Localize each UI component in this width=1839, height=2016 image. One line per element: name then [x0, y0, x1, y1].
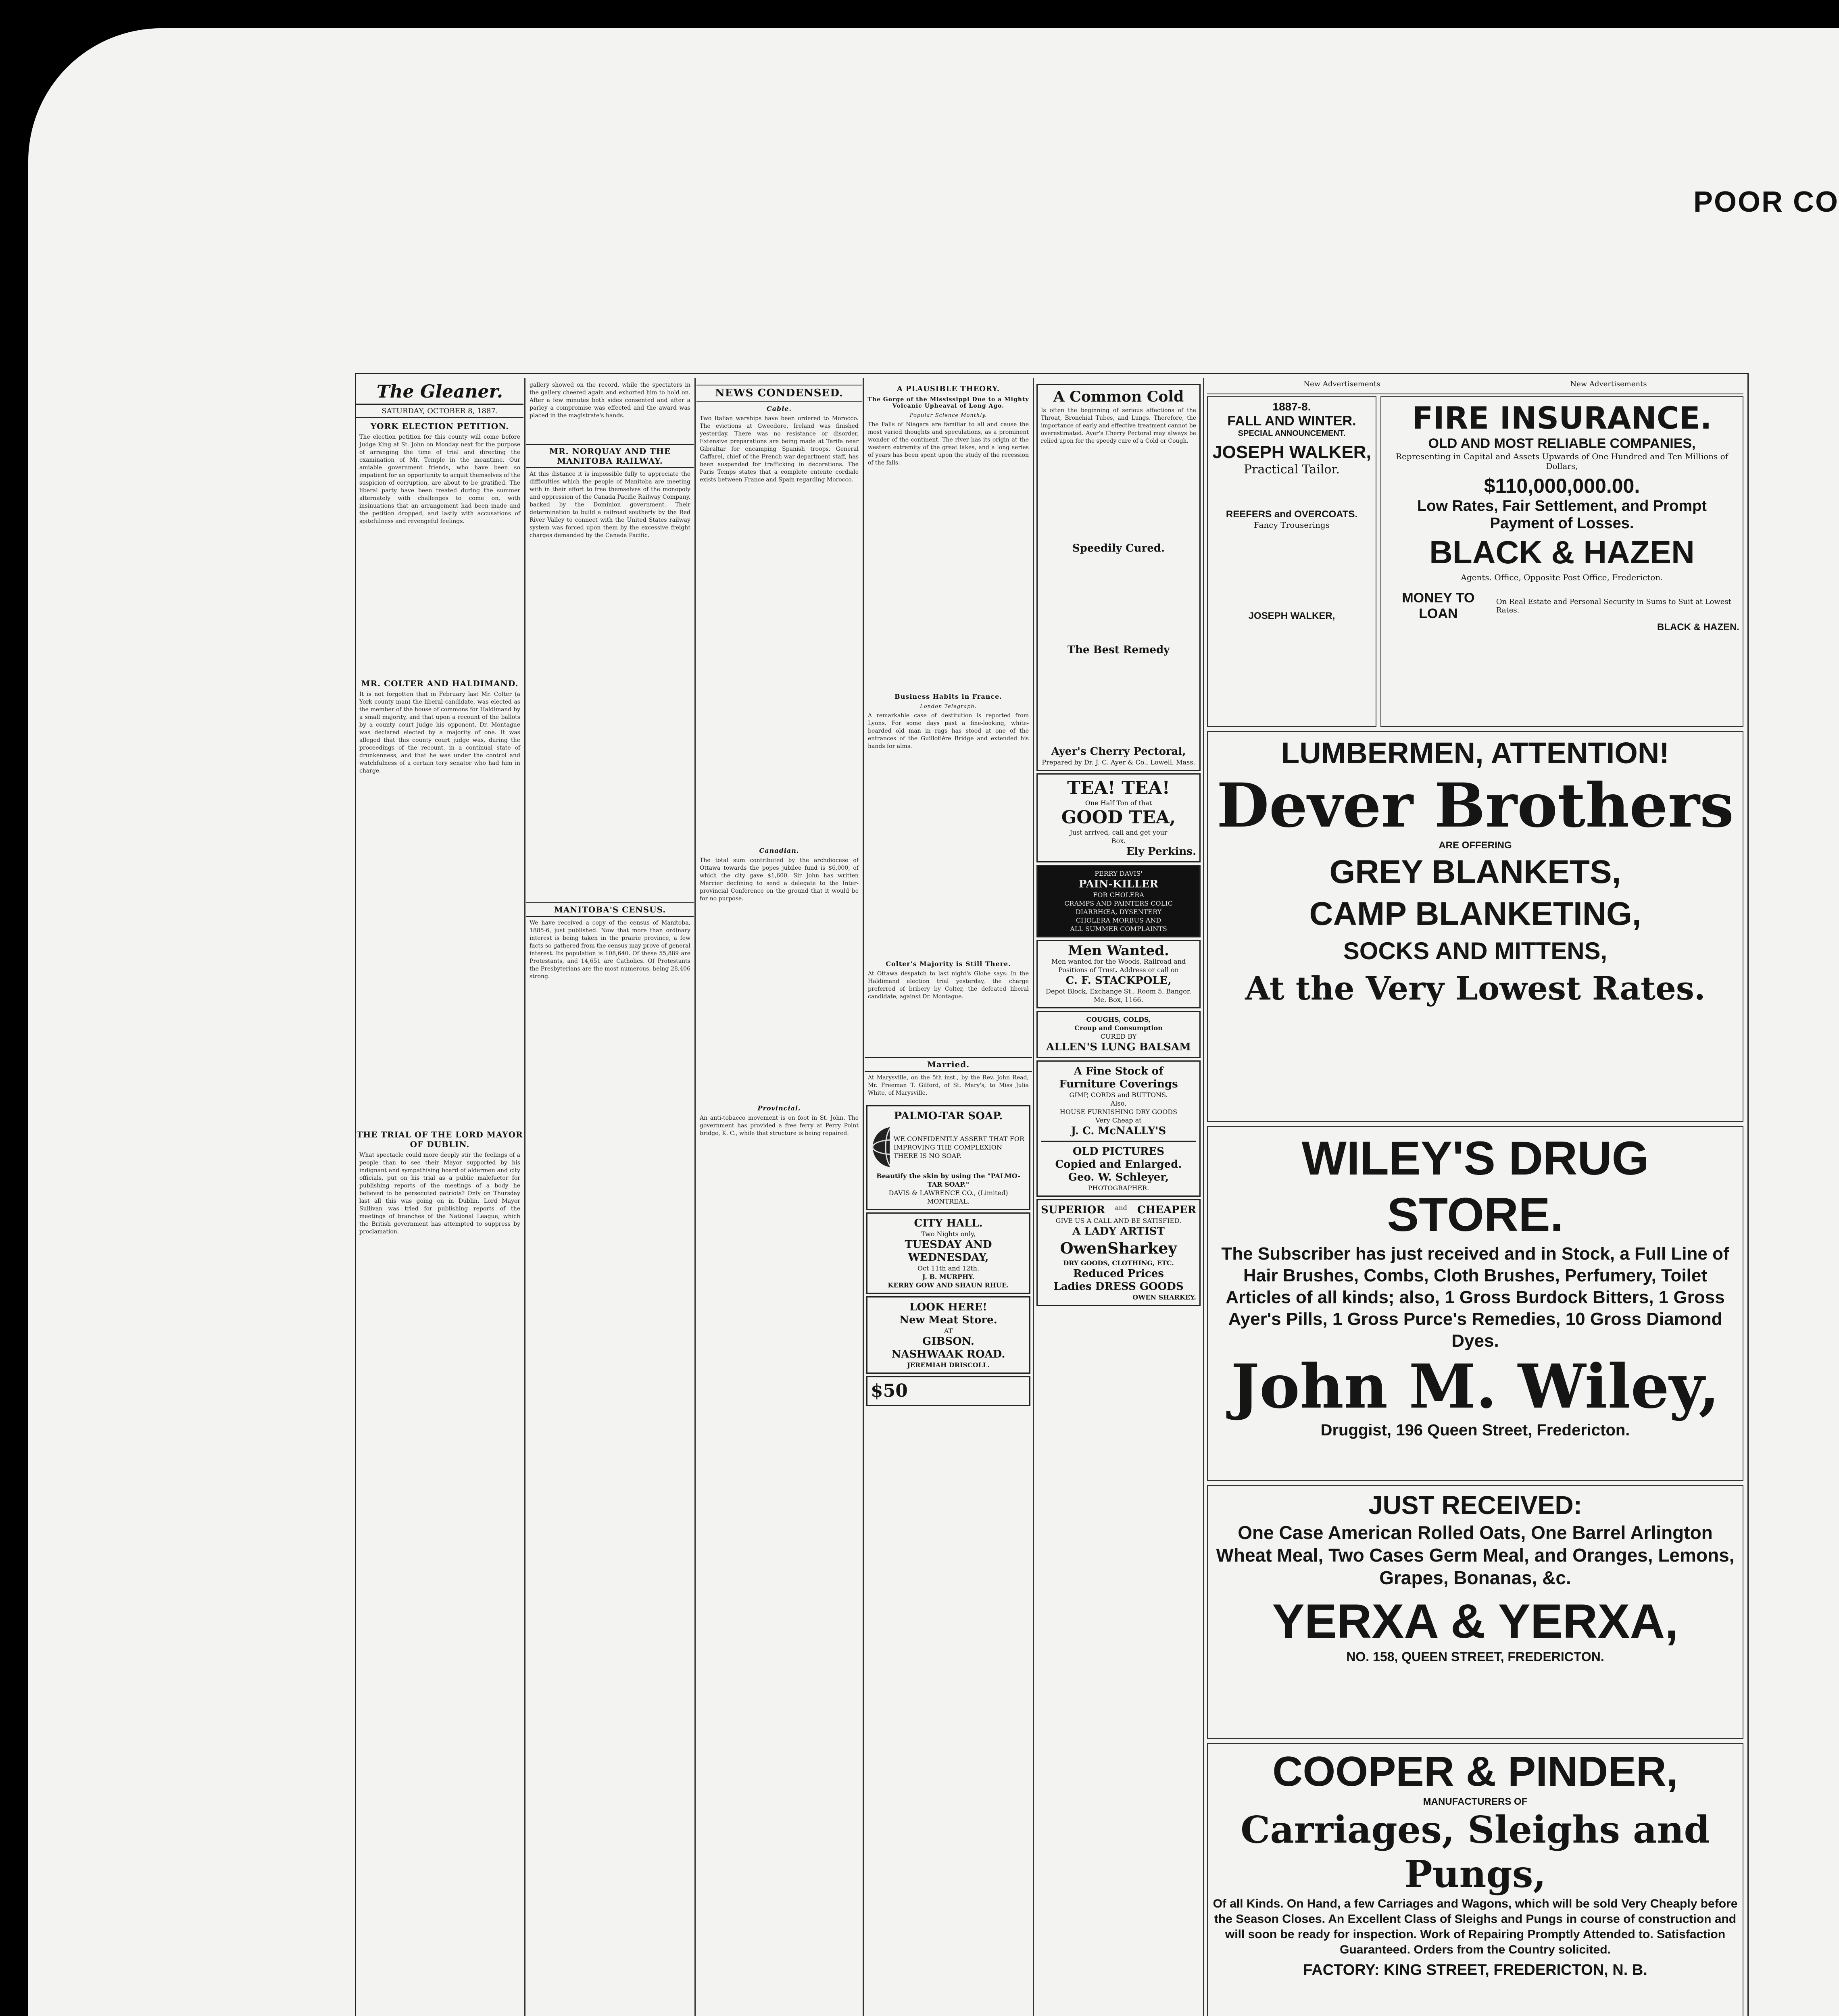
article-heading: MANITOBA'S CENSUS.: [526, 902, 694, 917]
cherry-pectoral-ad: [1036, 384, 1201, 771]
ad-line: JUST RECEIVED:: [1368, 1491, 1582, 1520]
column-rule: [1033, 378, 1034, 2016]
ad-title: LOOK HERE!: [909, 1301, 987, 1313]
owen-sharkey-ad: [1036, 1199, 1201, 1306]
ad-title: Dever Brothers: [1216, 770, 1734, 841]
ad-line: $110,000,000.00.: [1484, 475, 1640, 497]
ad-line: SOCKS AND MITTENS,: [1343, 937, 1608, 964]
ad-title: PALMO-TAR SOAP.: [894, 1110, 1003, 1122]
ad-line: ARE OFFERING: [1439, 840, 1512, 851]
ad-line: Also,: [1110, 1100, 1127, 1107]
article-body: We have received a copy of the census of Manitoba, 1885-6, just published. Now that more than ordinary interest is being taken in the prairie province, a few facts so gathered from the census may prove of general interest. Its population is 108,640. Of these 55,889 are Protestants, and 14,651 are Catholics. Of Protestants the Presbyterians are the most numerous, being 28,406 strong.: [530, 920, 690, 980]
ad-line: SPECIAL ANNOUNCEMENT.: [1238, 429, 1346, 438]
ad-price: $50: [871, 1381, 908, 1401]
column-rule: [694, 378, 696, 2016]
ad-line: Croup and Consumption: [1074, 1024, 1163, 1032]
new-ads-label: New Advertisements: [1303, 380, 1380, 388]
ad-line: CURED BY: [1100, 1033, 1137, 1040]
ad-body: Of all Kinds. On Hand, a few Carriages and Wagons, which will be sold Very Cheaply before the Season Closes. An Excellent Class of Sleighs and Pungs in course of construction and will soon be ready for inspection. Work of Repairing Promptly Attended to. Satisfaction Guaranteed. Orders from the Country solicited.: [1213, 1897, 1738, 1956]
ad-line: C. F. STACKPOLE,: [1065, 975, 1172, 987]
article-body: What spectacle could more deeply stir the feelings of a people than to see their Mayor supported by his indignant and sympathising board of aldermen and city officials, put on his trial as a public malefactor for publishing reports of the meetings of a body he believed to be persecuted patriots? Only on Thursday last all this was going on in Dublin. Lord Mayor Sullivan was tried for publishing reports of the meetings of branches of the National League, which the British government has attempted to suppress by proclamation.: [359, 1152, 520, 1235]
tea-ad: [1036, 773, 1201, 862]
ad-title: Furniture Coverings: [1059, 1078, 1178, 1090]
article-body: An anti-tobacco movement is on foot in St. John. The government has provided a free ferry at Perry Point bridge, K. C., while that structure is being repaired.: [700, 1115, 859, 1137]
article-heading: Business Habits in France.: [894, 693, 1002, 700]
married-notice: At Marysville, on the 5th inst., by the Rev. John Read, Mr. Freeman T. Gilford, of St. Mary's, to Miss Julia White, of Marysville.: [868, 1075, 1029, 1096]
subheading: Canadian.: [759, 847, 799, 854]
subheading: Cable.: [766, 405, 792, 412]
ad-line: Depot Block, Exchange St., Room 5, Bangor, Me. Box, 1166.: [1046, 987, 1191, 1004]
ad-line: J. C. McNALLY'S: [1071, 1125, 1166, 1137]
subheading: The Gorge of the Mississippi Due to a Mighty Volcanic Upheaval of Long Ago.: [867, 396, 1029, 409]
margin-label: POOR CO: [1693, 186, 1839, 218]
wiley-drug-store-ad: [1207, 1126, 1743, 1481]
ad-line: GIVE US A CALL AND BE SATISFIED.: [1055, 1217, 1182, 1225]
ad-line: COUGHS, COLDS,: [1086, 1016, 1151, 1023]
ad-line: Very Cheap at: [1095, 1116, 1142, 1124]
ad-line: Agents. Office, Opposite Post Office, Fredericton.: [1461, 573, 1663, 582]
ad-line: KERRY GOW AND SHAUN RHUE.: [888, 1281, 1009, 1289]
ad-line: Carriages, Sleighs and Pungs,: [1241, 1808, 1710, 1896]
article-body: Two Italian warships have been ordered to Morocco. The evictions at Gweedore, Ireland was finished yesterday. There was no resistance or disorder. Extensive preparations are being made at Tarifa near Gibraltar for encamping Spanish troops. General Caffarel, chief of the French war department staff, has been suspended for trafficking in decorations. The Paris Temps states that a complete entente cordiale exists between France and Spain regarding Morocco.: [700, 415, 859, 483]
joseph-walker-ad: [1207, 396, 1376, 727]
ad-line: SUPERIOR: [1041, 1204, 1105, 1216]
lung-balsam-ad: [1036, 1011, 1201, 1058]
article-body: At this distance it is impossible fully to appreciate the difficulties which the people of Manitoba are meeting with in their effort to free themselves of the monopoly and oppression of the Canada Pacific Railway Company, backed by the Dominion government. Their determination to build a railroad southerly by the Red River Valley to connect with the United States railway system was forced upon them by the excessive freight charges demanded by the Canada Pacific.: [530, 471, 690, 539]
ad-line: Druggist, 196 Queen Street, Fredericton.: [1320, 1421, 1630, 1439]
ad-line: On Real Estate and Personal Security in Sums to Suit at Lowest Rates.: [1496, 598, 1731, 614]
meat-store-ad: [866, 1296, 1030, 1374]
ad-line: A Fine Stock of: [1074, 1065, 1163, 1077]
ad-title: JOSEPH WALKER,: [1212, 442, 1371, 462]
ad-line: Two Nights only,: [921, 1230, 976, 1238]
ad-line: FACTORY: KING STREET, FREDERICTON, N. B.: [1303, 1962, 1647, 1979]
byline: London Telegraph.: [920, 704, 977, 710]
article-body: The Falls of Niagara are familiar to all and cause the most varied thoughts and speculations, as a prominent wonder of the continent. The river has its origin at the western extremity of the great lakes, and a long series of years has been spent upon the study of the recession of the falls.: [868, 421, 1029, 466]
scanned-page: [28, 28, 1839, 2016]
column-two: [526, 381, 694, 2016]
ad-signature: OWEN SHARKEY.: [1132, 1293, 1196, 1301]
ad-title: OwenSharkey: [1060, 1239, 1177, 1257]
ad-line: LUMBERMEN, ATTENTION!: [1281, 736, 1669, 770]
ad-title: TEA! TEA!: [1067, 778, 1170, 798]
ad-line: Men wanted for the Woods, Railroad and Positions of Trust. Address or call on: [1051, 958, 1186, 974]
yerxa-ad: [1207, 1485, 1743, 1739]
column-editorial: [356, 381, 523, 2016]
ad-line: FOR CHOLERA: [1093, 891, 1144, 899]
new-ads-bar: [1207, 378, 1743, 394]
city-hall-ad: [866, 1212, 1030, 1294]
article-body: gallery showed on the record, while the spectators in the gallery cheered again and exhorted him to hold on. After a few minutes both sides consented and after a parley a compromise was effected and the award was placed in the magistrate's hands.: [530, 382, 690, 419]
ad-line: The Best Remedy: [1067, 644, 1170, 656]
ad-line: HOUSE FURNISHING DRY GOODS: [1059, 1108, 1178, 1116]
column-rule: [863, 378, 864, 2016]
ad-line: ALL SUMMER COMPLAINTS: [1070, 925, 1167, 933]
ad-line: TUESDAY AND WEDNESDAY,: [905, 1239, 992, 1264]
ad-title: ALLEN'S LUNG BALSAM: [1046, 1041, 1191, 1053]
ad-line: John M. Wiley,: [1230, 1351, 1720, 1422]
article-heading: YORK ELECTION PETITION.: [370, 421, 509, 431]
ad-line: DIARRHŒA, DYSENTERY: [1075, 908, 1162, 916]
ad-line: Oct 11th and 12th.: [917, 1264, 980, 1272]
palmo-tar-soap-ad: [866, 1105, 1030, 1210]
ad-line: MONEY TO LOAN: [1402, 590, 1475, 621]
article-heading: MR. NORQUAY AND THE MANITOBA RAILWAY.: [526, 444, 694, 468]
ad-tagline: WE CONFIDENTLY ASSERT THAT FOR IMPROVING THE COMPLEXION THERE IS NO SOAP.: [893, 1135, 1024, 1160]
article-body: It is not forgotten that in February last Mr. Colter (a York county man) the liberal candidate, was elected as the member of the house of commons for Haldimand by a small majority, and that upon a recount of the ballots by a county court judge his opponent, Dr. Montague was declared elected by a majority of one. It was alleged that this county court judge was, during the proceedings of the recount, in a continual state of drunkenness, and that he was under the control and watchfulness of a certain tory senator who had him in charge.: [359, 691, 520, 774]
ad-line: Box.: [1111, 837, 1126, 845]
ad-line: GIBSON.: [922, 1335, 974, 1347]
ad-line: Geo. W. Schleyer,: [1068, 1171, 1169, 1183]
article-heading: A PLAUSIBLE THEORY.: [897, 385, 1000, 393]
ad-signature: BLACK & HAZEN.: [1657, 622, 1739, 633]
ad-line: Low Rates, Fair Settlement, and Prompt Payment of Losses.: [1417, 498, 1707, 532]
ad-subline: Beautify the skin by using the "PALMO-TAR SOAP.": [876, 1172, 1020, 1188]
divider: [1041, 1141, 1196, 1142]
ad-line: JOSEPH WALKER,: [1248, 610, 1335, 621]
ad-maker: Prepared by Dr. J. C. Ayer & Co., Lowell, Mass.: [1042, 758, 1195, 766]
article-body: The total sum contributed by the archdiocese of Ottawa towards the popes jubilee fund is $6,000, of which the city gave $1,600. Sir John has written Mercier declining to send a delegate to the Inter-provincial Conference on the ground that it would be for no purpose.: [700, 857, 859, 902]
ad-line: GOOD TEA,: [1061, 807, 1176, 828]
ad-title: Men Wanted.: [1068, 943, 1169, 959]
ad-title: YERXA & YERXA,: [1272, 1594, 1678, 1648]
ad-line: Representing in Capital and Assets Upwards of One Hundred and Ten Millions of Dollars,: [1395, 452, 1728, 471]
ad-line: 1887-8.: [1272, 400, 1311, 413]
ad-line: New Meat Store.: [899, 1314, 997, 1326]
ad-line: REEFERS and OVERCOATS.: [1226, 509, 1358, 520]
ad-title: CITY HALL.: [914, 1217, 983, 1229]
article-body: A remarkable case of destitution is reported from Lyons. For some days past a fine-looking, white-bearded old man in rags has stood at one of the entrances of the Guillotière Bridge and extended his hands for alms.: [868, 712, 1029, 750]
ad-line: Ayer's Cherry Pectoral,: [1051, 746, 1186, 758]
pain-killer-ad: [1036, 865, 1201, 937]
newspaper-page: [355, 373, 1749, 2016]
ad-line: CRAMPS AND PAINTERS COLIC: [1064, 900, 1173, 907]
masthead: The Gleaner.: [356, 381, 523, 405]
ad-line: CAMP BLANKETING,: [1309, 896, 1641, 932]
ad-signature: Ely Perkins.: [1126, 846, 1196, 858]
subheading: Provincial.: [757, 1104, 801, 1112]
ad-line: Reduced Prices: [1073, 1268, 1164, 1280]
fifty-dollar-ad: [866, 1376, 1030, 1406]
furniture-coverings-ad: [1036, 1060, 1201, 1197]
ad-line: GREY BLANKETS,: [1329, 854, 1621, 890]
married-heading: Married.: [865, 1057, 1032, 1072]
ad-line: MANUFACTURERS OF: [1423, 1796, 1528, 1807]
ad-line: BLACK & HAZEN: [1429, 534, 1695, 570]
section-heading: NEWS CONDENSED.: [696, 385, 862, 402]
ad-line: A LADY ARTIST: [1072, 1225, 1165, 1237]
column-five: [1035, 381, 1202, 2016]
ad-title: COOPER & PINDER,: [1272, 1748, 1678, 1795]
ad-body: One Case American Rolled Oats, One Barrel Arlington Wheat Meal, Two Cases Germ Meal, and Oranges, Lemons, Grapes, Bonanas, &c.: [1216, 1522, 1735, 1588]
ad-title: WILEY'S DRUG STORE.: [1301, 1132, 1649, 1241]
men-wanted-ad: [1036, 940, 1201, 1008]
column-news-condensed: [696, 381, 862, 2016]
ad-line: DRY GOODS, CLOTHING, ETC.: [1063, 1259, 1174, 1267]
ad-line: Ladies DRESS GOODS: [1053, 1281, 1184, 1293]
ad-body: Is often the beginning of serious affections of the Throat, Bronchial Tubes, and Lungs. Therefore, the importance of early and effective treatment cannot be overestimated. Ayer's Cherry Pectoral may always be relied upon for the speedy cure of a Cold or Cough.: [1041, 407, 1196, 444]
ad-line: JEREMIAH DRISCOLL.: [907, 1361, 990, 1369]
ad-line: FALL AND WINTER.: [1227, 413, 1356, 429]
article-heading: Colter's Majority is Still There.: [886, 960, 1011, 968]
fire-insurance-ad: [1380, 396, 1743, 727]
soap-globe-icon: [871, 1125, 890, 1169]
ad-line: Copied and Enlarged.: [1055, 1158, 1182, 1170]
ad-line: PHOTOGRAPHER.: [1088, 1184, 1149, 1192]
ad-line: One Half Ton of that: [1085, 799, 1152, 807]
ad-title: FIRE INSURANCE.: [1412, 400, 1712, 436]
ad-line: AT: [944, 1327, 953, 1335]
article-body: The election petition for this county will come before Judge King at St. John on Monday next for the purpose of arranging the time of trial and directing the examination of Mr. Temple in the meantime. Our amiable government friends, who have been so impatient for an opportunity to acquit themselves of the suspicion of corruption, are about to be gratified. The liberal party have been treated during the summer alternately with challenges to come on, with insinuations that an arrangement had been made and the petition dropped, and lastly with accusations of spitefulness and revengeful feelings.: [359, 434, 520, 525]
ad-title: PAIN-KILLER: [1078, 878, 1159, 890]
ad-line: OLD AND MOST RELIABLE COMPANIES,: [1428, 436, 1696, 451]
ad-line: Fancy Trouserings: [1253, 520, 1330, 530]
column-rule: [524, 378, 525, 2016]
cooper-pinder-ad: [1207, 1743, 1743, 2016]
ad-line: OLD PICTURES: [1072, 1145, 1165, 1158]
dateline: SATURDAY, OCTOBER 8, 1887.: [356, 405, 523, 418]
ad-body: The Subscriber has just received and in Stock, a Full Line of Hair Brushes, Combs, Cloth Brushes, Perfumery, Toilet Articles of all kinds; also, 1 Gross Burdock Bitters, 1 Gross Ayer's Pills, 1 Gross Purce's Remedies, 10 Gross Diamond Dyes.: [1221, 1244, 1729, 1351]
ad-line: J. B. MURPHY.: [922, 1273, 975, 1281]
ad-line: NASHWAAK ROAD.: [891, 1348, 1005, 1360]
dever-brothers-ad: [1207, 731, 1743, 1122]
ad-maker: DAVIS & LAWRENCE CO., (Limited) MONTREAL.: [888, 1189, 1008, 1205]
ad-line: Speedily Cured.: [1072, 542, 1165, 554]
ad-line: Practical Tailor.: [1243, 462, 1340, 477]
ad-line: NO. 158, QUEEN STREET, FREDERICTON.: [1346, 1649, 1604, 1664]
ad-line: Just arrived, call and get your: [1070, 829, 1168, 836]
ad-line: and: [1115, 1204, 1127, 1212]
column-four: [865, 381, 1032, 2016]
ad-line: CHEAPER: [1137, 1204, 1196, 1216]
ad-line: CHOLERA MORBUS AND: [1076, 916, 1161, 924]
byline: Popular Science Monthly.: [909, 412, 987, 419]
new-ads-label: New Advertisements: [1570, 380, 1647, 388]
column-rule: [1203, 378, 1204, 2016]
article-heading: MR. COLTER AND HALDIMAND.: [361, 679, 519, 688]
article-heading: THE TRIAL OF THE LORD MAYOR OF DUBLIN.: [357, 1130, 523, 1149]
ad-line: GIMP, CORDS and BUTTONS.: [1069, 1091, 1168, 1099]
ad-line: PERRY DAVIS': [1095, 870, 1143, 877]
article-body: At Ottawa despatch to last night's Globe says: In the Haldimand election trial yesterday, the charge preferred of bribery by Colter, the defeated liberal candidate, against Dr. Montague.: [868, 971, 1029, 1000]
ad-title: A Common Cold: [1053, 388, 1184, 405]
ad-line: At the Very Lowest Rates.: [1245, 969, 1706, 1007]
